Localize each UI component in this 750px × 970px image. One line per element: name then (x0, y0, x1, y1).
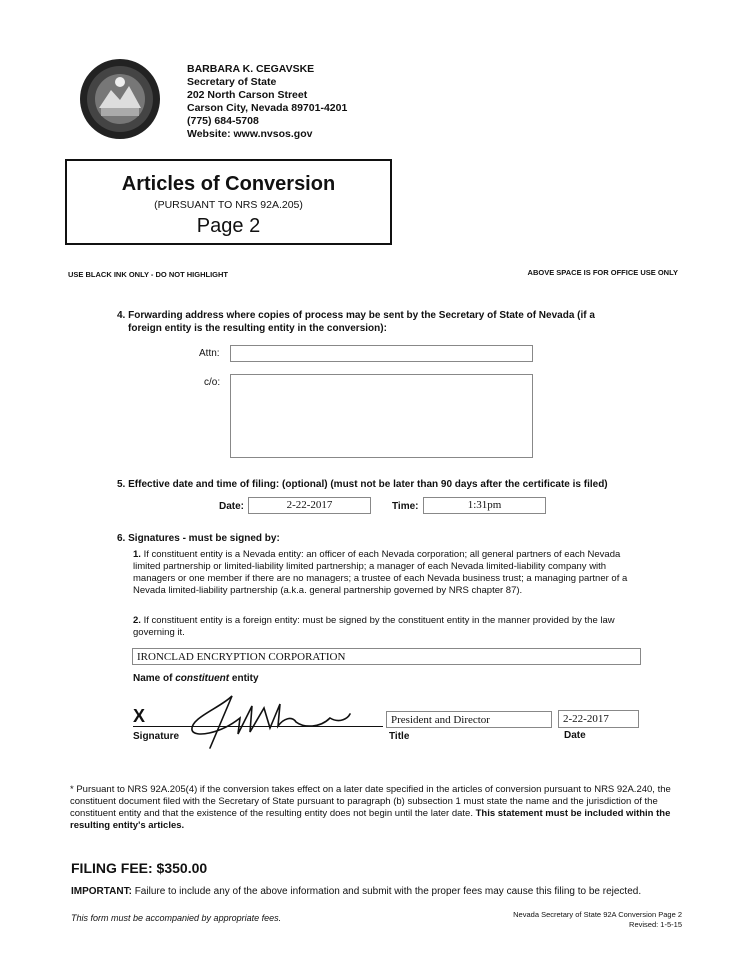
footnote-bold: This statement must be included within the resulting entity's articles. (70, 808, 671, 831)
footnote-text: * Pursuant to NRS 92A.205(4) if the conversion takes effect on a later date specified in the articles of conversion pursuant to NRS 92A.240, the constituent document filed with the Secretary of State pursuant to paragraph (b) subsection 1 must state the name and the jurisdiction of the constituent entity and that the existence of the resulting entity does not begin until the later date. (70, 784, 671, 819)
signature-date-field[interactable]: 2-22-2017 (558, 710, 639, 728)
city-address: Carson City, Nevada 89701-4201 (187, 102, 348, 114)
section-5-question: 5. Effective date and time of filing: (optional) (must not be later than 90 days after the certificate is filed) (117, 479, 608, 490)
fees-footer-note: This form must be accompanied by appropriate fees. (71, 913, 282, 923)
section-4-line1: 4. Forwarding address where copies of process may be sent by the Secretary of State of Nevada (if a (117, 310, 595, 321)
rule-1-number: 1. (133, 549, 141, 560)
effective-time-field[interactable]: 1:31pm (423, 497, 546, 514)
phone-number: (775) 684-5708 (187, 115, 259, 127)
entity-label-pre: Name of (133, 673, 176, 684)
attn-label: Attn: (199, 348, 220, 359)
section-6-heading: 6. Signatures - must be signed by: (117, 533, 280, 544)
signature-x-mark: X (133, 706, 146, 726)
section-4-line2: foreign entity is the resulting entity in the conversion): (128, 322, 387, 334)
signer-title-field[interactable]: President and Director (386, 711, 552, 728)
office-use-note: ABOVE SPACE IS FOR OFFICE USE ONLY (527, 268, 678, 277)
filing-fee: FILING FEE: $350.00 (71, 860, 208, 876)
secretary-header (187, 63, 347, 141)
form-id: Nevada Secretary of State 92A Conversion Page 2 (513, 910, 682, 919)
page-number: Page 2 (196, 215, 261, 237)
website: Website: www.nvsos.gov (187, 128, 313, 140)
rule-2-number: 2. (133, 615, 141, 626)
revision-date: Revised: 1-5-15 (629, 919, 682, 929)
effective-date-field[interactable]: 2-22-2017 (248, 497, 371, 514)
signature-rule-1 (133, 549, 639, 597)
title-label: Title (389, 731, 410, 742)
effective-date-label: Date: (219, 501, 245, 512)
secretary-title: Secretary of State (187, 76, 277, 88)
section-4-question (117, 310, 647, 335)
co-label: c/o: (204, 377, 221, 388)
co-field[interactable] (230, 374, 533, 458)
entity-label-em: constituent (175, 673, 230, 684)
ink-note: USE BLACK INK ONLY - DO NOT HIGHLIGHT (68, 270, 229, 279)
entity-label-post: entity (229, 673, 259, 684)
form-subtitle: (PURSUANT TO NRS 92A.205) (154, 199, 303, 211)
important-notice (71, 886, 641, 897)
constituent-entity-field[interactable]: IRONCLAD ENCRYPTION CORPORATION (132, 648, 641, 665)
rule-2-text: If constituent entity is a foreign entity: must be signed by the constituent entity in the manner provided by the law governing it. (133, 615, 615, 638)
date-label: Date (564, 730, 586, 741)
nevada-state-seal-icon (79, 58, 161, 140)
rule-1-text: If constituent entity is a Nevada entity: an officer of each Nevada corporation; all general partners of each Nevada limited partnership or limited-liability limited partnership; a manager of each Nevada limited-liability company with managers or one member if there are no managers; a trustee of each Nevada business trust; a managing partner of a Nevada limited-liability partnership (a.k.a. general partnership governed by NRS chapter 87). (133, 549, 628, 596)
signature-rule-2 (133, 615, 639, 639)
constituent-entity-label (133, 673, 259, 686)
form-title: Articles of Conversion (121, 173, 336, 195)
handwritten-signature (180, 688, 370, 750)
signature-line (133, 726, 383, 727)
effective-time-label: Time: (392, 501, 419, 512)
title-box (65, 159, 392, 245)
attn-field[interactable] (230, 345, 533, 362)
important-label: IMPORTANT: (71, 886, 132, 897)
form-revision (513, 910, 682, 929)
conversion-footnote (70, 784, 682, 832)
signature-label: Signature (133, 731, 180, 742)
important-text: Failure to include any of the above information and submit with the proper fees may cause this filing to be rejected. (134, 886, 642, 897)
street-address: 202 North Carson Street (187, 89, 308, 101)
secretary-name: BARBARA K. CEGAVSKE (187, 63, 315, 75)
